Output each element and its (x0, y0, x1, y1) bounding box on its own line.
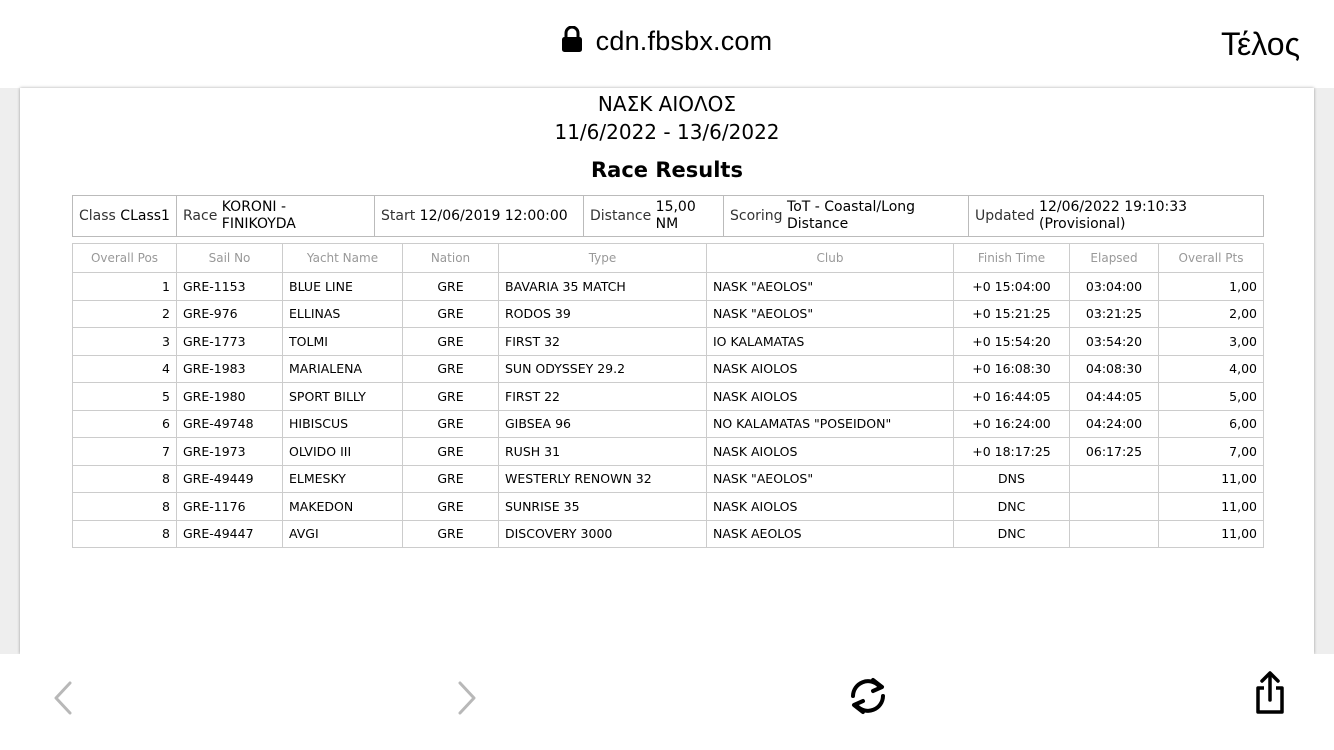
sail-no-cell: GRE-1973 (177, 438, 283, 466)
col-overall-pts: Overall Pts (1159, 244, 1264, 273)
browser-top-bar (0, 0, 1334, 88)
yacht-name-cell: BLUE LINE (283, 273, 403, 301)
results-header-row (73, 244, 1264, 273)
url-text: cdn.fbsbx.com (595, 26, 773, 56)
sail-no-cell: GRE-1153 (177, 273, 283, 301)
event-dates: 11/6/2022 - 13/6/2022 (554, 120, 780, 144)
points-cell: 6,00 (1159, 410, 1264, 438)
col-nation: Nation (403, 244, 499, 273)
pos-cell: 1 (73, 273, 177, 301)
club-cell: NASK AIOLOS (707, 493, 954, 521)
address-bar[interactable] (0, 26, 1334, 59)
points-cell: 7,00 (1159, 438, 1264, 466)
club-cell: NASK "AEOLOS" (707, 273, 954, 301)
nation-cell: GRE (403, 520, 499, 548)
elapsed-cell (1070, 493, 1159, 521)
type-cell: DISCOVERY 3000 (499, 520, 707, 548)
elapsed-cell: 03:04:00 (1070, 273, 1159, 301)
distance-cell: Distance 15,00 NM (584, 196, 724, 237)
finish-time-cell: +0 16:08:30 (954, 355, 1070, 383)
yacht-name-cell: OLVIDO III (283, 438, 403, 466)
share-icon[interactable] (1252, 670, 1288, 721)
pos-cell: 8 (73, 493, 177, 521)
pos-cell: 8 (73, 465, 177, 493)
finish-time-cell: +0 15:04:00 (954, 273, 1070, 301)
finish-time-cell: +0 18:17:25 (954, 438, 1070, 466)
club-cell: IO KALAMATAS (707, 328, 954, 356)
nation-cell: GRE (403, 410, 499, 438)
points-cell: 1,00 (1159, 273, 1264, 301)
elapsed-cell (1070, 465, 1159, 493)
sail-no-cell: GRE-49447 (177, 520, 283, 548)
elapsed-cell: 04:44:05 (1070, 383, 1159, 411)
sail-no-cell: GRE-1773 (177, 328, 283, 356)
points-cell: 11,00 (1159, 493, 1264, 521)
scoring-cell: Scoring ToT - Coastal/Long Distance (724, 196, 969, 237)
finish-time-cell: +0 15:21:25 (954, 300, 1070, 328)
elapsed-cell: 04:24:00 (1070, 410, 1159, 438)
nation-cell: GRE (403, 300, 499, 328)
yacht-name-cell: AVGI (283, 520, 403, 548)
race-info-table (72, 195, 1264, 237)
sail-no-cell: GRE-1983 (177, 355, 283, 383)
pos-cell: 8 (73, 520, 177, 548)
finish-time-cell: DNS (954, 465, 1070, 493)
updated-cell: Updated 12/06/2022 19:10:33 (Provisional) (969, 196, 1264, 237)
finish-time-cell: +0 16:24:00 (954, 410, 1070, 438)
col-yacht-name: Yacht Name (283, 244, 403, 273)
nation-cell: GRE (403, 328, 499, 356)
nation-cell: GRE (403, 383, 499, 411)
col-elapsed: Elapsed (1070, 244, 1159, 273)
club-cell: NASK AEOLOS (707, 520, 954, 548)
pos-cell: 3 (73, 328, 177, 356)
pos-cell: 6 (73, 410, 177, 438)
distance-value: 15,00 NM (655, 199, 696, 232)
club-name: ΝΑΣΚ ΑΙΟΛΟΣ (597, 92, 737, 116)
back-icon[interactable] (52, 680, 74, 721)
lock-icon (562, 26, 582, 59)
col-overall-pos: Overall Pos (73, 244, 177, 273)
points-cell: 2,00 (1159, 300, 1264, 328)
type-cell: FIRST 32 (499, 328, 707, 356)
points-cell: 3,00 (1159, 328, 1264, 356)
start-value: 12/06/2019 12:00:00 (419, 208, 568, 224)
points-cell: 4,00 (1159, 355, 1264, 383)
yacht-name-cell: TOLMI (283, 328, 403, 356)
type-cell: GIBSEA 96 (499, 410, 707, 438)
elapsed-cell: 04:08:30 (1070, 355, 1159, 383)
type-cell: RODOS 39 (499, 300, 707, 328)
results-table (72, 243, 1264, 548)
club-cell: NASK "AEOLOS" (707, 300, 954, 328)
type-cell: SUN ODYSSEY 29.2 (499, 355, 707, 383)
sail-no-cell: GRE-49449 (177, 465, 283, 493)
class-value: CLass1 (120, 208, 170, 224)
race-value: KORONI - FINIKOYDA (221, 199, 296, 232)
race-cell: Race KORONI - FINIKOYDA (177, 196, 375, 237)
sail-no-cell: GRE-49748 (177, 410, 283, 438)
pos-cell: 2 (73, 300, 177, 328)
type-cell: WESTERLY RENOWN 32 (499, 465, 707, 493)
col-club: Club (707, 244, 954, 273)
results-title: Race Results (591, 158, 743, 182)
table-row (73, 300, 1264, 328)
col-sail-no: Sail No (177, 244, 283, 273)
forward-icon[interactable] (456, 680, 478, 721)
table-row (73, 410, 1264, 438)
table-row (73, 273, 1264, 301)
type-cell: BAVARIA 35 MATCH (499, 273, 707, 301)
col-finish-time: Finish Time (954, 244, 1070, 273)
finish-time-cell: DNC (954, 493, 1070, 521)
scoring-value: ToT - Coastal/Long Distance (787, 199, 916, 232)
updated-value: 12/06/2022 19:10:33 (Provisional) (1039, 199, 1188, 232)
nation-cell: GRE (403, 438, 499, 466)
finish-time-cell: +0 16:44:05 (954, 383, 1070, 411)
elapsed-cell (1070, 520, 1159, 548)
yacht-name-cell: MARIALENA (283, 355, 403, 383)
start-cell: Start 12/06/2019 12:00:00 (375, 196, 584, 237)
table-row (73, 465, 1264, 493)
yacht-name-cell: SPORT BILLY (283, 383, 403, 411)
table-row (73, 520, 1264, 548)
club-cell: NASK AIOLOS (707, 383, 954, 411)
type-cell: SUNRISE 35 (499, 493, 707, 521)
elapsed-cell: 03:21:25 (1070, 300, 1159, 328)
club-cell: NASK AIOLOS (707, 355, 954, 383)
club-cell: NASK AIOLOS (707, 438, 954, 466)
yacht-name-cell: ELLINAS (283, 300, 403, 328)
finish-time-cell: DNC (954, 520, 1070, 548)
yacht-name-cell: HIBISCUS (283, 410, 403, 438)
points-cell: 5,00 (1159, 383, 1264, 411)
nation-cell: GRE (403, 355, 499, 383)
points-cell: 11,00 (1159, 465, 1264, 493)
club-cell: NO KALAMATAS "POSEIDON" (707, 410, 954, 438)
club-cell: NASK "AEOLOS" (707, 465, 954, 493)
nation-cell: GRE (403, 493, 499, 521)
yacht-name-cell: MAKEDON (283, 493, 403, 521)
table-row (73, 493, 1264, 521)
points-cell: 11,00 (1159, 520, 1264, 548)
pos-cell: 5 (73, 383, 177, 411)
done-button[interactable]: Τέλος (1220, 26, 1300, 62)
yacht-name-cell: ELMESKY (283, 465, 403, 493)
pos-cell: 4 (73, 355, 177, 383)
finish-time-cell: +0 15:54:20 (954, 328, 1070, 356)
nation-cell: GRE (403, 273, 499, 301)
class-cell: Class CLass1 (73, 196, 177, 237)
table-row (73, 383, 1264, 411)
sail-no-cell: GRE-1980 (177, 383, 283, 411)
elapsed-cell: 06:17:25 (1070, 438, 1159, 466)
browser-bottom-toolbar (0, 654, 1334, 750)
nation-cell: GRE (403, 465, 499, 493)
type-cell: RUSH 31 (499, 438, 707, 466)
table-row (73, 355, 1264, 383)
type-cell: FIRST 22 (499, 383, 707, 411)
table-row (73, 438, 1264, 466)
pos-cell: 7 (73, 438, 177, 466)
sail-no-cell: GRE-976 (177, 300, 283, 328)
refresh-icon[interactable] (846, 676, 890, 721)
col-type: Type (499, 244, 707, 273)
document-page (20, 88, 1314, 654)
elapsed-cell: 03:54:20 (1070, 328, 1159, 356)
sail-no-cell: GRE-1176 (177, 493, 283, 521)
document-viewer[interactable] (0, 88, 1334, 654)
table-row (73, 328, 1264, 356)
